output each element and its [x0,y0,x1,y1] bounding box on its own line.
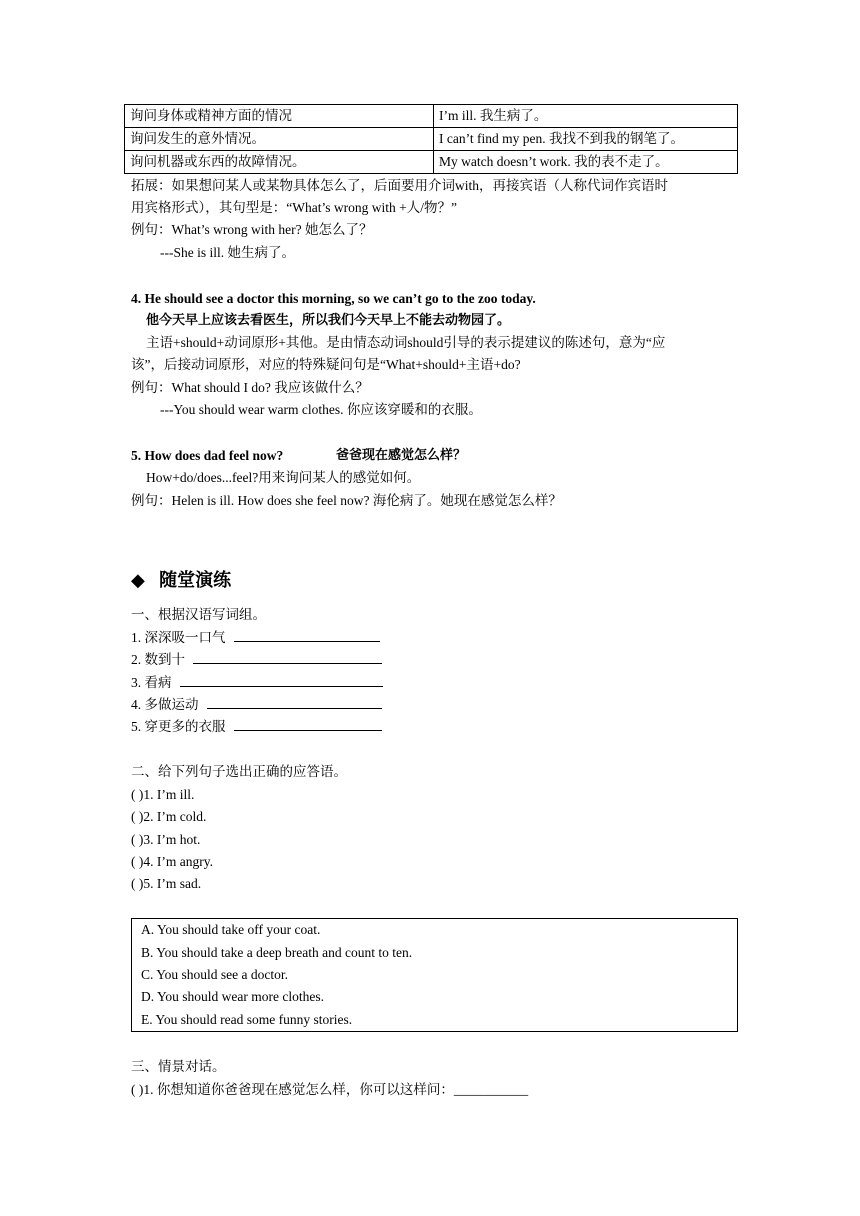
option-item: B. You should take a deep breath and count to ten. [141,945,413,960]
question-item: ( )1. I’m ill. [131,787,195,802]
table-cell: 询问发生的意外情况。 [125,128,434,151]
point-5-desc: How+do/does...feel?用来询问某人的感觉如何。 [146,470,421,485]
option-item: C. You should see a doctor. [141,967,289,982]
option-item: A. You should take off your coat. [141,922,321,937]
extension-line-2: 用宾格形式），其句型是：“What’s wrong with +人/物？” [131,200,457,215]
answer-blank[interactable] [234,716,382,731]
section-title: 随堂演练 [159,570,232,591]
answer-blank[interactable] [180,672,383,687]
section-heading [131,569,231,593]
part-2-heading: 二、给下列句子选出正确的应答语。 [131,764,347,779]
extension-line-1: 拓展：如果想问某人或某物具体怎么了，后面要用介词with，再接宾语（人称代词作宾语时 [131,178,668,193]
table-cell: My watch doesn’t work. 我的表不走了。 [434,151,738,174]
point-5-english: 5. How does dad feel now? [131,448,284,463]
item-text: 1. 深深吸一口气 [131,630,226,645]
item-text: 4. 多做运动 [131,697,199,712]
option-item: E. You should read some funny stories. [141,1012,353,1027]
question-item: ( )2. I’m cold. [131,809,207,824]
item-text: 3. 看病 [131,675,172,690]
part-1-heading: 一、根据汉语写词组。 [131,607,266,622]
example-sentence: 例句：What’s wrong with her? 她怎么了？ [131,222,373,237]
table-row [125,151,738,174]
diamond-bullet-icon: ◆ [131,570,145,591]
table-cell: 询问机器或东西的故障情况。 [125,151,434,174]
point-4-desc-1: 主语+should+动词原形+其他。是由情态动词should引导的表示提建议的陈述句，意为“应 [146,335,666,350]
example-answer: ---She is ill. 她生病了。 [160,245,295,260]
item-text: 5. 穿更多的衣服 [131,719,226,734]
list-item [131,716,382,737]
list-item [131,672,383,693]
question-item: ( )4. I’m angry. [131,854,213,869]
answer-blank[interactable] [207,694,382,709]
list-item [131,627,380,648]
question-item: ( )5. I’m sad. [131,876,202,891]
point-5-chinese: 爸爸现在感觉怎么样？ [336,448,467,463]
list-item [131,649,382,670]
explanation-table [124,104,738,174]
item-text: 2. 数到十 [131,652,185,667]
table-row [125,105,738,128]
point-4-english: 4. He should see a doctor this morning, so we can’t go to the zoo today. [131,291,536,306]
example-sentence: 例句：Helen is ill. How does she feel now? 海伦病了。她现在感觉怎么样？ [131,493,562,508]
point-4-desc-2: 该”，后接动词原形，对应的特殊疑问句是“What+should+主语+do? [131,357,521,372]
example-sentence: 例句：What should I do? 我应该做什么？ [131,380,369,395]
example-answer: ---You should wear warm clothes. 你应该穿暖和的衣服。 [160,402,482,417]
table-cell: 询问身体或精神方面的情况 [125,105,434,128]
question-item: ( )3. I’m hot. [131,832,201,847]
list-item [131,694,382,715]
table-row [125,128,738,151]
point-4-chinese: 他今天早上应该去看医生，所以我们今天早上不能去动物园了。 [146,313,511,328]
table-cell: I’m ill. 我生病了。 [434,105,738,128]
option-item: D. You should wear more clothes. [141,989,324,1004]
part-3-heading: 三、情景对话。 [131,1059,226,1074]
question-item: ( )1. 你想知道你爸爸现在感觉怎么样，你可以这样问：___________ [131,1082,529,1097]
answer-blank[interactable] [234,627,380,642]
table-cell: I can’t find my pen. 我找不到我的钢笔了。 [434,128,738,151]
answer-blank[interactable] [193,649,382,664]
options-box [131,918,738,1032]
